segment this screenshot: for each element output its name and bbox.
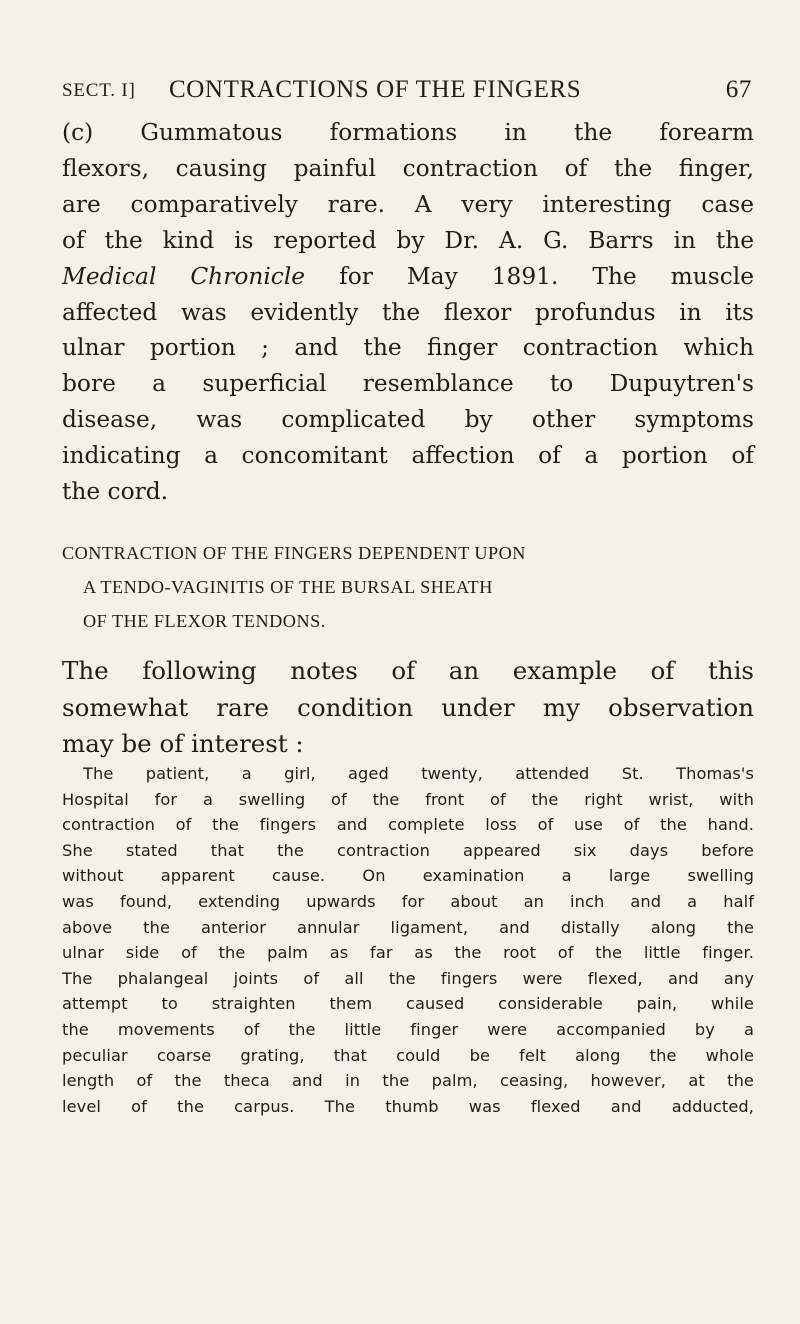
- text-line: somewhat rare condition under my observation: [62, 692, 754, 722]
- case-line: The patient, a girl, aged twenty, attended St. Thomas's: [83, 764, 754, 783]
- intro-paragraph: [62, 653, 754, 763]
- text-line: indicating a concomitant affection of a portion of: [62, 442, 754, 470]
- case-line: peculiar coarse grating, that could be felt along the whole: [62, 1045, 754, 1065]
- section-label: SECT. I]: [62, 80, 136, 101]
- case-line: Hospital for a swelling of the front of the right wrist, with: [62, 789, 754, 809]
- case-report: [62, 761, 754, 1119]
- case-line: attempt to straighten them caused considerable pain, while: [62, 994, 754, 1014]
- journal-title: Medical Chronicle: [62, 262, 306, 290]
- heading-line: OF THE FLEXOR TENDONS.: [83, 611, 326, 631]
- text-line: bore a superficial resemblance to Dupuytren's: [62, 370, 754, 398]
- text-line: are comparatively rare. A very interesting case: [62, 190, 754, 218]
- heading-line: A TENDO-VAGINITIS OF THE BURSAL SHEATH: [83, 577, 493, 597]
- case-line: contraction of the fingers and complete loss of use of the hand.: [62, 815, 754, 835]
- text-line: flexors, causing painful contraction of the finger,: [62, 154, 754, 182]
- case-line: level of the carpus. The thumb was flexed and adducted,: [62, 1096, 754, 1116]
- page-number: 67: [725, 76, 752, 103]
- case-line: The phalangeal joints of all the fingers were flexed, and any: [62, 968, 754, 988]
- case-line: length of the theca and in the palm, ceasing, however, at the: [62, 1071, 754, 1091]
- text-line: the cord.: [62, 478, 169, 506]
- heading-line: CONTRACTION OF THE FINGERS DEPENDENT UPON: [62, 543, 526, 563]
- case-line: was found, extending upwards for about an inch and a half: [62, 891, 754, 911]
- text-line: may be of interest :: [62, 729, 304, 758]
- text-line: of the kind is reported by Dr. A. G. Barrs in the: [62, 226, 754, 254]
- text-line: affected was evidently the flexor profundus in its: [62, 298, 754, 326]
- case-line: without apparent cause. On examination a large swelling: [62, 866, 754, 886]
- text-line: The following notes of an example of this: [62, 656, 754, 685]
- chapter-title: CONTRACTIONS OF THE FINGERS: [169, 76, 582, 103]
- section-heading: [62, 536, 754, 638]
- case-line: the movements of the little finger were accompanied by a: [62, 1019, 754, 1039]
- case-line: ulnar side of the palm as far as the root of the little finger.: [62, 943, 754, 963]
- case-line: above the anterior annular ligament, and distally along the: [62, 917, 754, 937]
- text-line: ulnar portion ; and the finger contraction which: [62, 334, 754, 362]
- paragraph-gummatous-formations: [62, 115, 754, 510]
- text-line: Medical Chronicle for May 1891. The muscle: [62, 262, 754, 290]
- text-line: disease, was complicated by other symptoms: [62, 406, 754, 434]
- case-line: She stated that the contraction appeared six days before: [62, 840, 754, 860]
- text-line: (c) Gummatous formations in the forearm: [62, 119, 754, 146]
